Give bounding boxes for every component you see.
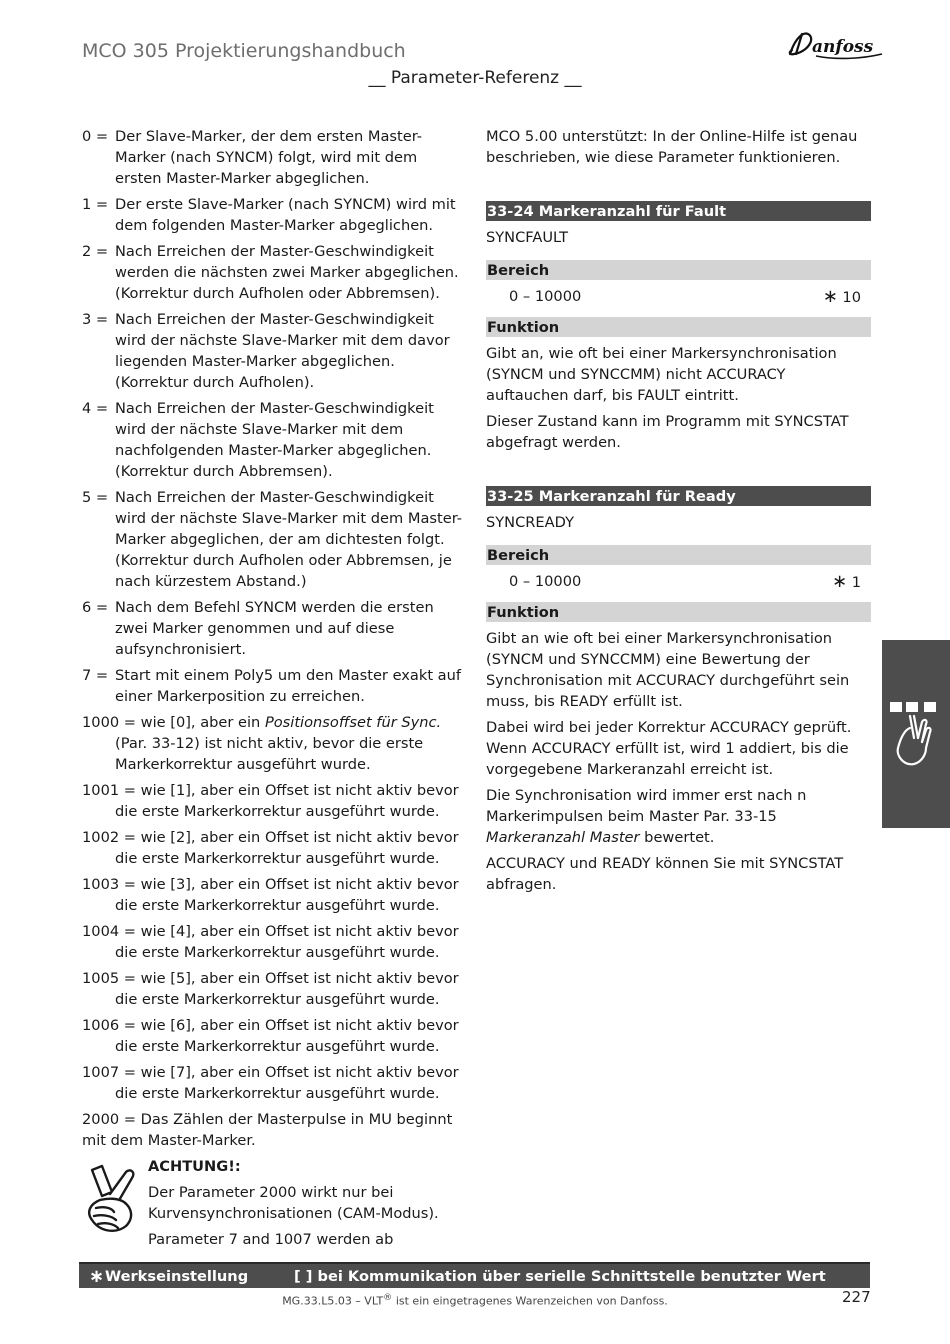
parameter-title-bar: 33-25 Markeranzahl für Ready (486, 486, 871, 506)
trademark-suffix: ist ein eingetragenes Warenzeichen von Danfoss. (392, 1294, 668, 1308)
list-item-wide: 1003 = wie [3], aber ein Offset ist nicht aktiv bevor die erste Markerkorrektur ausgeführt wurde. (82, 876, 459, 914)
notice-text (148, 1156, 464, 1255)
registered-mark: ® (383, 1292, 393, 1303)
function-paragraph: Gibt an wie oft bei einer Markersynchronisation (SYNCM und SYNCCMM) eine Bewertung der Synchronisation mit ACCURACY durchgeführt sein muss, bis READY erfüllt ist. (486, 630, 850, 710)
item-number: 6 = (82, 599, 109, 616)
notice-box (82, 1156, 464, 1255)
item-number: 2 = (82, 243, 109, 260)
parameter-command: SYNCREADY (486, 514, 574, 531)
range-row (486, 571, 871, 593)
page-number: 227 (842, 1288, 871, 1306)
danfoss-logo (786, 26, 886, 62)
list-item (82, 194, 464, 236)
default-star-icon: ∗ (822, 286, 838, 307)
parameter-block-33-24 (486, 201, 871, 453)
bracket-note: [ ] bei Kommunikation über serielle Schnittstelle benutzter Wert (294, 1268, 826, 1285)
item-1000-suffix: (Par. 33-12) ist nicht aktiv, bevor die erste Markerkorrektur ausgeführt wurde. (115, 735, 424, 773)
item-text: Start mit einem Poly5 um den Master exakt auf einer Markerposition zu erreichen. (115, 667, 462, 705)
list-item-wide: 1005 = wie [5], aber ein Offset ist nicht aktiv bevor die erste Markerkorrektur ausgeführt wurde. (82, 970, 459, 1008)
item-number: 7 = (82, 667, 109, 684)
right-column (486, 126, 871, 900)
list-item (82, 398, 464, 482)
intro-paragraph: MCO 5.00 unterstützt: In der Online-Hilfe ist genau beschrieben, wie diese Parameter funktionieren. (486, 128, 858, 166)
default-number: 10 (842, 289, 861, 306)
item-number: 3 = (82, 311, 109, 328)
trademark-note (0, 1292, 950, 1308)
notice-heading: ACHTUNG!: (148, 1158, 241, 1175)
keypad-hand-icon (888, 698, 944, 770)
trademark-prefix: MG.33.L5.03 – VLT (282, 1294, 384, 1308)
section-title: __ Parameter-Referenz __ (368, 68, 582, 88)
list-item-wide: 1004 = wie [4], aber ein Offset ist nicht aktiv bevor die erste Markerkorrektur ausgeführt wurde. (82, 923, 459, 961)
range-heading: Bereich (486, 260, 871, 280)
paragraph-suffix: bewertet. (639, 829, 715, 846)
item-text: Nach Erreichen der Master-Geschwindigkeit wird der nächste Slave-Marker mit dem Master-Marker abgeglichen, der am dichtesten folgt. (Korrektur durch Aufholen oder Abbremsen, je nach kürzestem Abstand.) (115, 489, 463, 590)
paragraph-emphasis: Markeranzahl Master (486, 829, 640, 846)
list-item (82, 126, 464, 189)
parameter-command: SYNCFAULT (486, 229, 569, 246)
left-column (82, 126, 464, 1255)
range-heading: Bereich (486, 545, 871, 565)
function-paragraph: Dabei wird bei jeder Korrektur ACCURACY geprüft. Wenn ACCURACY erfüllt ist, wird 1 addiert, bis die vorgegebene Markeranzahl erreicht ist. (486, 719, 852, 778)
item-number: 4 = (82, 400, 109, 417)
svg-text:anfoss: anfoss (812, 37, 874, 57)
list-item-wide: 1007 = wie [7], aber ein Offset ist nicht aktiv bevor die erste Markerkorrektur ausgeführt wurde. (82, 1064, 459, 1102)
parameter-block-33-25 (486, 486, 871, 895)
list-item-1000 (82, 712, 464, 775)
notice-paragraph: Der Parameter 2000 wirkt nur bei Kurvensynchronisationen (CAM-Modus). (148, 1184, 439, 1222)
item-number: 1 = (82, 196, 109, 213)
item-1000-prefix: 1000 = wie [0], aber ein (82, 714, 265, 731)
list-item-wide: 1001 = wie [1], aber ein Offset ist nicht aktiv bevor die erste Markerkorrektur ausgeführt wurde. (82, 782, 459, 820)
default-value (832, 571, 861, 593)
function-paragraph: ACCURACY und READY können Sie mit SYNCSTAT abfragen. (486, 855, 844, 893)
list-item (82, 487, 464, 592)
list-item (82, 309, 464, 393)
function-paragraph: Gibt an, wie oft bei einer Markersynchronisation (SYNCM und SYNCCMM) nicht ACCURACY auftauchen darf, bis FAULT eintritt. (486, 345, 837, 404)
function-heading: Funktion (486, 317, 871, 337)
item-text: Nach Erreichen der Master-Geschwindigkeit wird der nächste Slave-Marker mit dem davor liegenden Master-Marker abgeglichen. (Korrektur durch Aufholen). (115, 311, 450, 391)
function-paragraph (486, 785, 871, 848)
function-paragraph: Dieser Zustand kann im Programm mit SYNCSTAT abgefragt werden. (486, 413, 849, 451)
item-1000-emphasis: Positionsoffset für Sync. (264, 714, 442, 731)
notice-paragraph: Parameter 7 and 1007 werden ab (148, 1231, 394, 1248)
list-item-wide: 1006 = wie [6], aber ein Offset ist nicht aktiv bevor die erste Markerkorrektur ausgeführt wurde. (82, 1017, 459, 1055)
function-heading: Funktion (486, 602, 871, 622)
item-text: Der erste Slave-Marker (nach SYNCM) wird mit dem folgenden Master-Marker abgeglichen. (115, 196, 456, 234)
paragraph-prefix: Die Synchronisation wird immer erst nach n Markerimpulsen beim Master Par. 33-15 (486, 787, 807, 825)
item-text: Der Slave-Marker, der dem ersten Master-Marker (nach SYNCM) folgt, wird mit dem ersten Master-Marker abgeglichen. (115, 128, 423, 187)
pointing-hand-icon (82, 1162, 140, 1238)
list-item (82, 597, 464, 660)
chapter-side-tab (882, 640, 950, 828)
footer-legend-bar (79, 1262, 870, 1288)
factory-setting-star-icon: ∗ (89, 1266, 105, 1287)
list-item-wide: 1002 = wie [2], aber ein Offset ist nicht aktiv bevor die erste Markerkorrektur ausgeführt wurde. (82, 829, 459, 867)
list-item-2000: 2000 = Das Zählen der Masterpulse in MU beginnt mit dem Master-Marker. (82, 1111, 453, 1149)
default-star-icon: ∗ (831, 571, 848, 592)
item-text: Nach Erreichen der Master-Geschwindigkeit wird der nächste Slave-Marker mit dem nachfolgenden Master-Marker abgeglichen. (Korrektur durch Abbremsen). (115, 400, 434, 480)
item-number: 0 = (82, 128, 109, 145)
range-value: 0 – 10000 (509, 573, 582, 590)
item-text: Nach dem Befehl SYNCM werden die ersten zwei Marker genommen und auf diese aufsynchronisiert. (115, 599, 434, 658)
range-value: 0 – 10000 (509, 288, 582, 305)
list-item (82, 665, 464, 707)
item-number: 5 = (82, 489, 109, 506)
range-row (486, 286, 871, 308)
item-text: Nach Erreichen der Master-Geschwindigkeit werden die nächsten zwei Marker abgeglichen. (Korrektur durch Aufholen oder Abbremsen). (115, 243, 459, 302)
factory-setting-label: Werkseinstellung (105, 1268, 249, 1285)
list-item (82, 241, 464, 304)
default-value (823, 286, 861, 308)
parameter-title-bar: 33-24 Markeranzahl für Fault (486, 201, 871, 221)
default-number: 1 (851, 574, 861, 591)
document-title: MCO 305 Projektierungshandbuch (82, 40, 406, 62)
